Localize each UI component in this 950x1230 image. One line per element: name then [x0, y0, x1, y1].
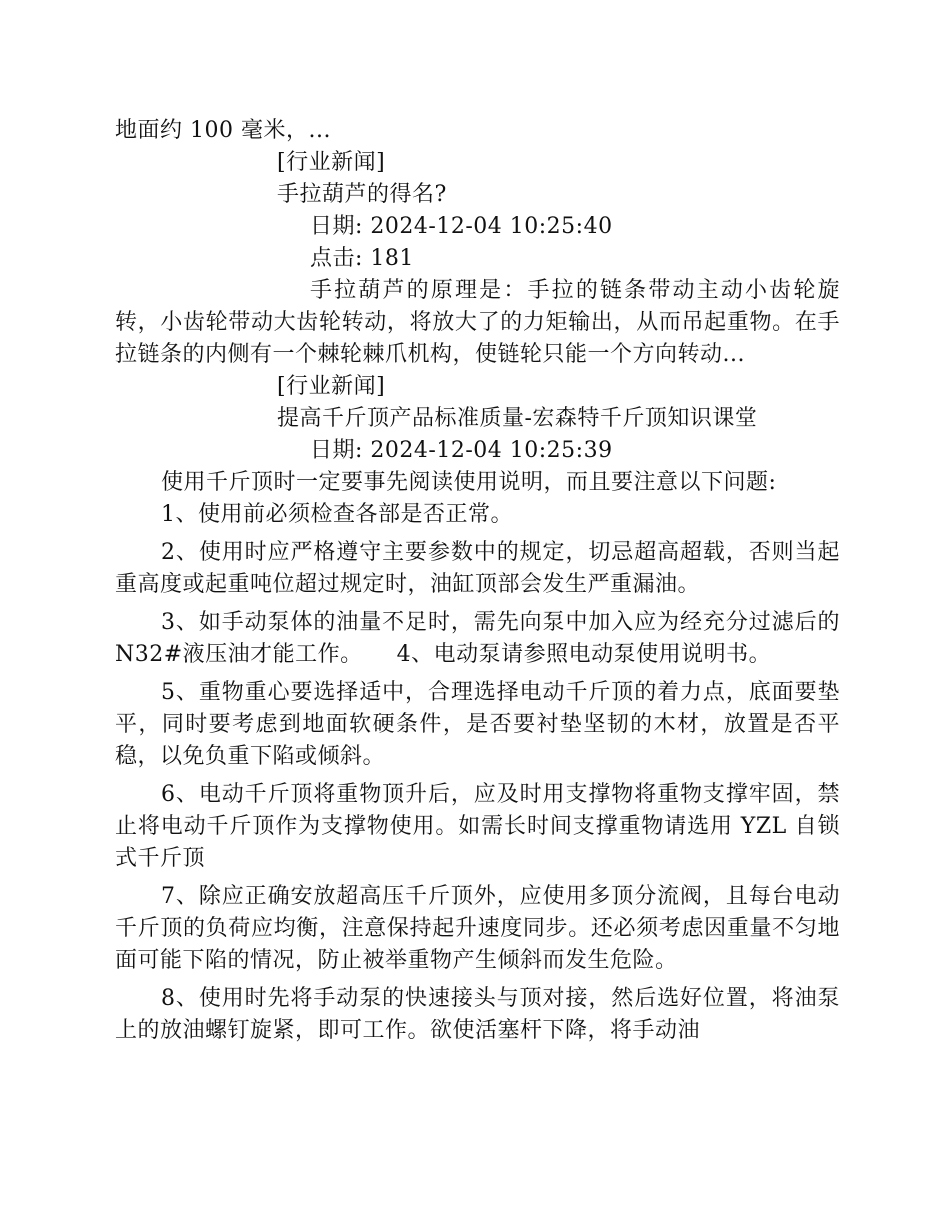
- article-2: [115, 371, 840, 1047]
- article-1-summary: 手拉葫芦的原理是：手拉的链条带动主动小齿轮旋转，小齿轮带动大齿轮转动，将放大了的力矩输出，从而吊起重物。在手拉链条的内侧有一个棘轮棘爪机构，使链轮只能一个方向转动...: [115, 278, 840, 367]
- article-1: [115, 147, 840, 371]
- article-1-title[interactable]: 手拉葫芦的得名?: [277, 182, 447, 207]
- article-1-category[interactable]: [行业新闻]: [277, 150, 386, 175]
- article-1-date: 2024-12-04 10:25:40: [370, 214, 613, 239]
- intro-tail-text: 地面约 100 毫米，...: [115, 118, 331, 143]
- article-2-date-row: [115, 435, 840, 467]
- document-page: [115, 115, 840, 1047]
- date-label: 日期:: [310, 214, 363, 239]
- article-1-date-row: [115, 211, 840, 243]
- article-2-title[interactable]: 提高千斤顶产品标准质量-宏森特千斤顶知识课堂: [277, 406, 758, 431]
- paragraph: 8、使用时先将手动泵的快速接头与顶对接，然后选好位置，将油泵上的放油螺钉旋紧，即可工作。欲使活塞杆下降，将手动油: [115, 986, 840, 1043]
- paragraph: 6、电动千斤顶将重物顶升后，应及时用支撑物将重物支撑牢固，禁止将电动千斤顶作为支撑物使用。如需长时间支撑重物请选用 YZL 自锁式千斤顶: [115, 782, 840, 871]
- paragraph: 使用千斤顶时一定要事先阅读使用说明，而且要注意以下问题:: [161, 470, 777, 495]
- article-1-clicks: 181: [370, 246, 414, 271]
- paragraph: 7、除应正确安放超高压千斤顶外，应使用多顶分流阀，且每台电动千斤顶的负荷应均衡，注意保持起升速度同步。还必须考虑因重量不匀地面可能下陷的情况，防止被举重物产生倾斜而发生危险。: [115, 884, 840, 973]
- paragraph: 2、使用时应严格遵守主要参数中的规定，切忌超高超载，否则当起重高度或起重吨位超过规定时，油缸顶部会发生严重漏油。: [115, 540, 840, 597]
- clicks-label: 点击:: [310, 246, 363, 271]
- paragraph: 5、重物重心要选择适中，合理选择电动千斤顶的着力点，底面要垫平，同时要考虑到地面软硬条件，是否要衬垫坚韧的木材，放置是否平稳，以免负重下陷或倾斜。: [115, 680, 840, 769]
- article-2-date: 2024-12-04 10:25:39: [370, 438, 613, 463]
- article-2-category[interactable]: [行业新闻]: [277, 374, 386, 399]
- article-1-clicks-row: [115, 243, 840, 275]
- paragraph: 3、如手动泵体的油量不足时，需先向泵中加入应为经充分过滤后的 N32#液压油才能工作。 4、电动泵请参照电动泵使用说明书。: [115, 610, 840, 667]
- paragraph: 1、使用前必须检查各部是否正常。: [161, 502, 513, 527]
- date-label: 日期:: [310, 438, 363, 463]
